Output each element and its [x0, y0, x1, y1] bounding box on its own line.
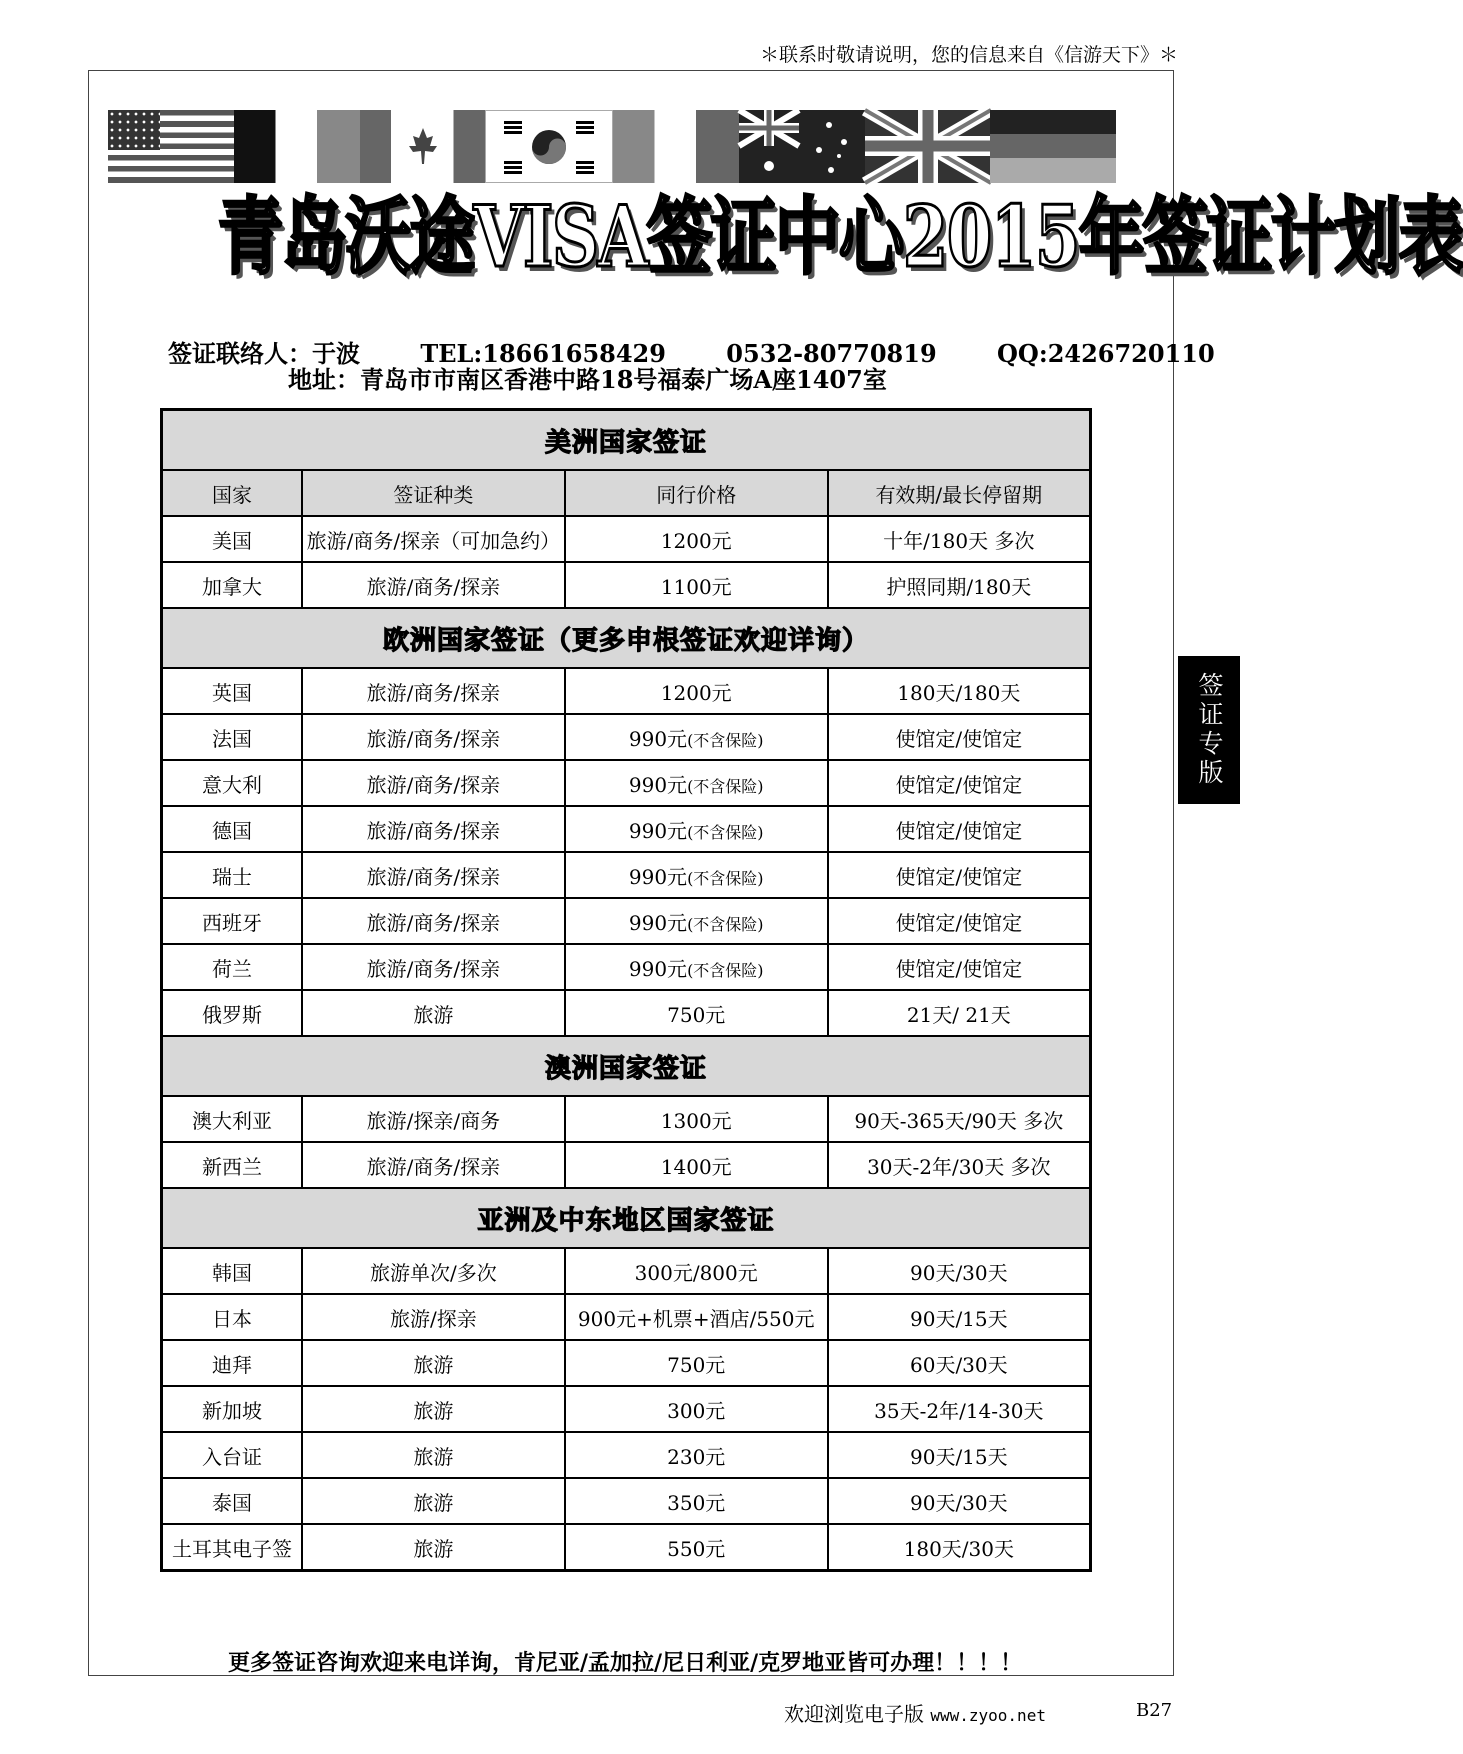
source-note: ＊联系时敬请说明，您的信息来自《信游天下》＊	[759, 44, 1178, 66]
country-text: 西班牙	[201, 910, 262, 935]
price-cell	[565, 1432, 828, 1478]
table-row	[162, 1478, 1091, 1524]
validity-text: 十年/180天 多次	[883, 528, 1035, 553]
table-row	[162, 1524, 1091, 1571]
country-cell	[162, 898, 302, 944]
country-text: 俄罗斯	[201, 1002, 262, 1027]
section-title: 欧洲国家签证（更多申根签证欢迎详询）	[162, 608, 1091, 668]
visa-type-text: 旅游	[413, 1490, 454, 1515]
validity-cell	[828, 1294, 1091, 1340]
visa-type-text: 旅游/探亲	[390, 1306, 477, 1331]
visa-type-cell	[302, 990, 565, 1036]
visa-type-cell	[302, 714, 565, 760]
price-cell	[565, 1478, 828, 1524]
country-cell	[162, 1142, 302, 1188]
price-note: (不含保险)	[687, 960, 764, 980]
price-cell	[565, 1340, 828, 1386]
country-cell	[162, 1386, 302, 1432]
price-note: (不含保险)	[687, 822, 764, 842]
country-text: 荷兰	[211, 956, 252, 981]
table-header-row	[162, 470, 1091, 516]
contact-qq: QQ:2426720110	[997, 339, 1215, 368]
column-header: 同行价格	[565, 470, 828, 516]
visa-type-cell	[302, 1340, 565, 1386]
price-note: (不含保险)	[687, 868, 764, 888]
country-cell	[162, 1248, 302, 1294]
visa-type-text: 旅游/商务/探亲	[366, 910, 501, 935]
visa-type-cell	[302, 668, 565, 714]
visa-type-text: 旅游	[413, 1398, 454, 1423]
footer-note: 更多签证咨询欢迎来电详询，肯尼亚/孟加拉/尼日利亚/克罗地亚皆可办理！！！！	[228, 1650, 1023, 1676]
validity-cell	[828, 990, 1091, 1036]
country-cell	[162, 1478, 302, 1524]
table-row	[162, 1432, 1091, 1478]
visa-type-text: 旅游/商务/探亲	[366, 956, 501, 981]
price-text: 300元	[667, 1398, 726, 1423]
table-row	[162, 1096, 1091, 1142]
price-cell	[565, 1142, 828, 1188]
visa-type-text: 旅游/商务/探亲	[366, 1154, 501, 1179]
country-text: 日本	[211, 1306, 252, 1331]
validity-text: 180天/180天	[897, 680, 1021, 705]
table-row	[162, 944, 1091, 990]
visa-type-text: 旅游/商务/探亲（可加急约）	[306, 528, 561, 553]
contact-phone2: 0532-80770819	[726, 339, 937, 368]
country-text: 泰国	[211, 1490, 252, 1515]
country-cell	[162, 1096, 302, 1142]
column-header: 有效期/最长停留期	[828, 470, 1091, 516]
price-text: 1200元	[660, 680, 732, 705]
country-cell	[162, 714, 302, 760]
welcome-text: 欢迎浏览电子版	[784, 1702, 924, 1726]
country-text: 新加坡	[201, 1398, 262, 1423]
visa-type-text: 旅游	[413, 1444, 454, 1469]
country-text: 法国	[211, 726, 252, 751]
visa-type-text: 旅游/商务/探亲	[366, 680, 501, 705]
visa-type-cell	[302, 1524, 565, 1571]
contact-tel: TEL:18661658429	[420, 339, 666, 368]
validity-cell	[828, 806, 1091, 852]
price-text: 990元	[628, 956, 688, 981]
validity-cell	[828, 1432, 1091, 1478]
visa-type-cell	[302, 1478, 565, 1524]
france-flag-icon	[234, 110, 360, 183]
price-note: (不含保险)	[687, 730, 764, 750]
flag-strip	[108, 110, 1116, 183]
table-row	[162, 1386, 1091, 1432]
validity-cell	[828, 516, 1091, 562]
price-cell	[565, 1386, 828, 1432]
price-text: 990元	[628, 818, 688, 843]
visa-type-cell	[302, 760, 565, 806]
price-text: 1300元	[660, 1108, 732, 1133]
visa-table	[160, 408, 1092, 1572]
page-number: B27	[1136, 1700, 1173, 1721]
side-tab: 签证专版	[1178, 656, 1240, 804]
visa-type-text: 旅游/商务/探亲	[366, 864, 501, 889]
price-cell	[565, 944, 828, 990]
country-text: 美国	[211, 528, 252, 553]
price-text: 300元/800元	[634, 1260, 758, 1285]
country-text: 德国	[211, 818, 252, 843]
visa-type-text: 旅游/商务/探亲	[366, 772, 501, 797]
contact-address: 地址：青岛市市南区香港中路18号福泰广场A座1407室	[288, 365, 887, 394]
validity-cell	[828, 1248, 1091, 1294]
price-text: 1100元	[660, 574, 732, 599]
country-cell	[162, 1432, 302, 1478]
price-text: 550元	[667, 1536, 726, 1561]
table-row	[162, 714, 1091, 760]
validity-cell	[828, 1340, 1091, 1386]
country-text: 韩国	[211, 1260, 252, 1285]
price-text: 990元	[628, 910, 688, 935]
country-text: 英国	[211, 680, 252, 705]
visa-type-cell	[302, 1248, 565, 1294]
country-text: 土耳其电子签	[171, 1536, 292, 1561]
table-row	[162, 760, 1091, 806]
price-cell	[565, 1248, 828, 1294]
validity-cell	[828, 1386, 1091, 1432]
visa-type-cell	[302, 1096, 565, 1142]
price-cell	[565, 668, 828, 714]
validity-text: 90天/15天	[910, 1306, 1008, 1331]
visa-type-cell	[302, 1386, 565, 1432]
country-text: 迪拜	[211, 1352, 252, 1377]
price-cell	[565, 990, 828, 1036]
validity-cell	[828, 1524, 1091, 1571]
country-cell	[162, 852, 302, 898]
table-row	[162, 668, 1091, 714]
column-header: 签证种类	[302, 470, 565, 516]
table-row	[162, 1340, 1091, 1386]
country-cell	[162, 562, 302, 608]
price-cell	[565, 516, 828, 562]
country-cell	[162, 1524, 302, 1571]
country-text: 澳大利亚	[191, 1108, 272, 1133]
validity-text: 90天-365天/90天 多次	[854, 1108, 1064, 1133]
validity-text: 使馆定/使馆定	[895, 726, 1023, 751]
validity-cell	[828, 668, 1091, 714]
price-cell	[565, 898, 828, 944]
country-text: 意大利	[201, 772, 262, 797]
price-text: 750元	[667, 1002, 726, 1027]
price-cell	[565, 1294, 828, 1340]
section-header	[162, 1188, 1091, 1248]
country-cell	[162, 990, 302, 1036]
validity-cell	[828, 760, 1091, 806]
price-text: 990元	[628, 726, 688, 751]
country-cell	[162, 516, 302, 562]
validity-cell	[828, 562, 1091, 608]
section-header	[162, 1036, 1091, 1096]
table-row	[162, 990, 1091, 1036]
page-title: 青岛沃途VISA签证中心2015年签证计划表	[217, 187, 1463, 286]
visa-type-text: 旅游/商务/探亲	[366, 818, 501, 843]
validity-text: 180天/30天	[903, 1536, 1014, 1561]
page-bottom	[784, 1698, 1046, 1727]
visa-type-text: 旅游/商务/探亲	[366, 574, 501, 599]
country-text: 新西兰	[201, 1154, 262, 1179]
price-cell	[565, 760, 828, 806]
country-cell	[162, 806, 302, 852]
table-row	[162, 806, 1091, 852]
validity-text: 使馆定/使馆定	[895, 818, 1023, 843]
uk-flag-icon	[865, 110, 991, 183]
price-note: (不含保险)	[687, 914, 764, 934]
validity-text: 90天/30天	[910, 1260, 1008, 1285]
validity-cell	[828, 898, 1091, 944]
validity-text: 护照同期/180天	[886, 574, 1032, 599]
validity-text: 90天/15天	[910, 1444, 1008, 1469]
validity-cell	[828, 1478, 1091, 1524]
visa-type-cell	[302, 1142, 565, 1188]
visa-type-text: 旅游单次/多次	[370, 1260, 497, 1285]
site-link[interactable]: www.zyoo.net	[930, 1706, 1046, 1725]
price-cell	[565, 806, 828, 852]
australia-flag-icon	[739, 110, 865, 183]
price-text: 750元	[667, 1352, 726, 1377]
country-cell	[162, 944, 302, 990]
section-header	[162, 608, 1091, 668]
section-title: 美洲国家签证	[162, 410, 1091, 471]
price-text: 900元+机票+酒店/550元	[577, 1306, 815, 1331]
country-text: 加拿大	[201, 574, 262, 599]
price-cell	[565, 1096, 828, 1142]
visa-type-cell	[302, 562, 565, 608]
validity-text: 使馆定/使馆定	[895, 772, 1023, 797]
validity-text: 使馆定/使馆定	[895, 864, 1023, 889]
visa-type-text: 旅游	[413, 1536, 454, 1561]
validity-text: 35天-2年/14-30天	[874, 1398, 1044, 1423]
visa-type-cell	[302, 1432, 565, 1478]
validity-text: 使馆定/使馆定	[895, 956, 1023, 981]
price-cell	[565, 714, 828, 760]
price-cell	[565, 1524, 828, 1571]
visa-type-text: 旅游/探亲/商务	[366, 1108, 501, 1133]
validity-text: 60天/30天	[910, 1352, 1008, 1377]
italy-flag-icon	[613, 110, 739, 183]
validity-cell	[828, 1142, 1091, 1188]
validity-text: 90天/30天	[910, 1490, 1008, 1515]
section-title: 澳洲国家签证	[162, 1036, 1091, 1096]
table-row	[162, 516, 1091, 562]
country-cell	[162, 1340, 302, 1386]
price-text: 990元	[628, 864, 688, 889]
price-cell	[565, 852, 828, 898]
country-text: 入台证	[201, 1444, 262, 1469]
section-title: 亚洲及中东地区国家签证	[162, 1188, 1091, 1248]
country-text: 瑞士	[211, 864, 252, 889]
price-text: 230元	[667, 1444, 726, 1469]
visa-type-cell	[302, 806, 565, 852]
validity-cell	[828, 944, 1091, 990]
korea-flag-icon	[485, 110, 613, 183]
section-header	[162, 410, 1091, 471]
visa-type-text: 旅游/商务/探亲	[366, 726, 501, 751]
price-text: 1200元	[660, 528, 732, 553]
country-cell	[162, 760, 302, 806]
validity-cell	[828, 852, 1091, 898]
visa-type-cell	[302, 852, 565, 898]
table-row	[162, 1248, 1091, 1294]
validity-cell	[828, 1096, 1091, 1142]
table-row	[162, 562, 1091, 608]
price-cell	[565, 562, 828, 608]
validity-text: 21天/ 21天	[906, 1002, 1011, 1027]
validity-text: 使馆定/使馆定	[895, 910, 1023, 935]
price-text: 350元	[667, 1490, 726, 1515]
visa-type-cell	[302, 1294, 565, 1340]
validity-cell	[828, 714, 1091, 760]
country-cell	[162, 1294, 302, 1340]
contact-person: 签证联络人：于波	[168, 339, 360, 368]
visa-type-cell	[302, 944, 565, 990]
table-row	[162, 1294, 1091, 1340]
price-note: (不含保险)	[687, 776, 764, 796]
price-text: 1400元	[660, 1154, 732, 1179]
canada-flag-icon	[360, 110, 486, 183]
table-row	[162, 1142, 1091, 1188]
validity-text: 30天-2年/30天 多次	[867, 1154, 1051, 1179]
price-text: 990元	[628, 772, 688, 797]
visa-type-cell	[302, 516, 565, 562]
column-header: 国家	[162, 470, 302, 516]
visa-type-text: 旅游	[413, 1352, 454, 1377]
table-row	[162, 852, 1091, 898]
visa-type-text: 旅游	[413, 1002, 454, 1027]
country-cell	[162, 668, 302, 714]
table-row	[162, 898, 1091, 944]
germany-flag-icon	[990, 110, 1116, 183]
us-flag-icon	[108, 110, 234, 183]
visa-type-cell	[302, 898, 565, 944]
